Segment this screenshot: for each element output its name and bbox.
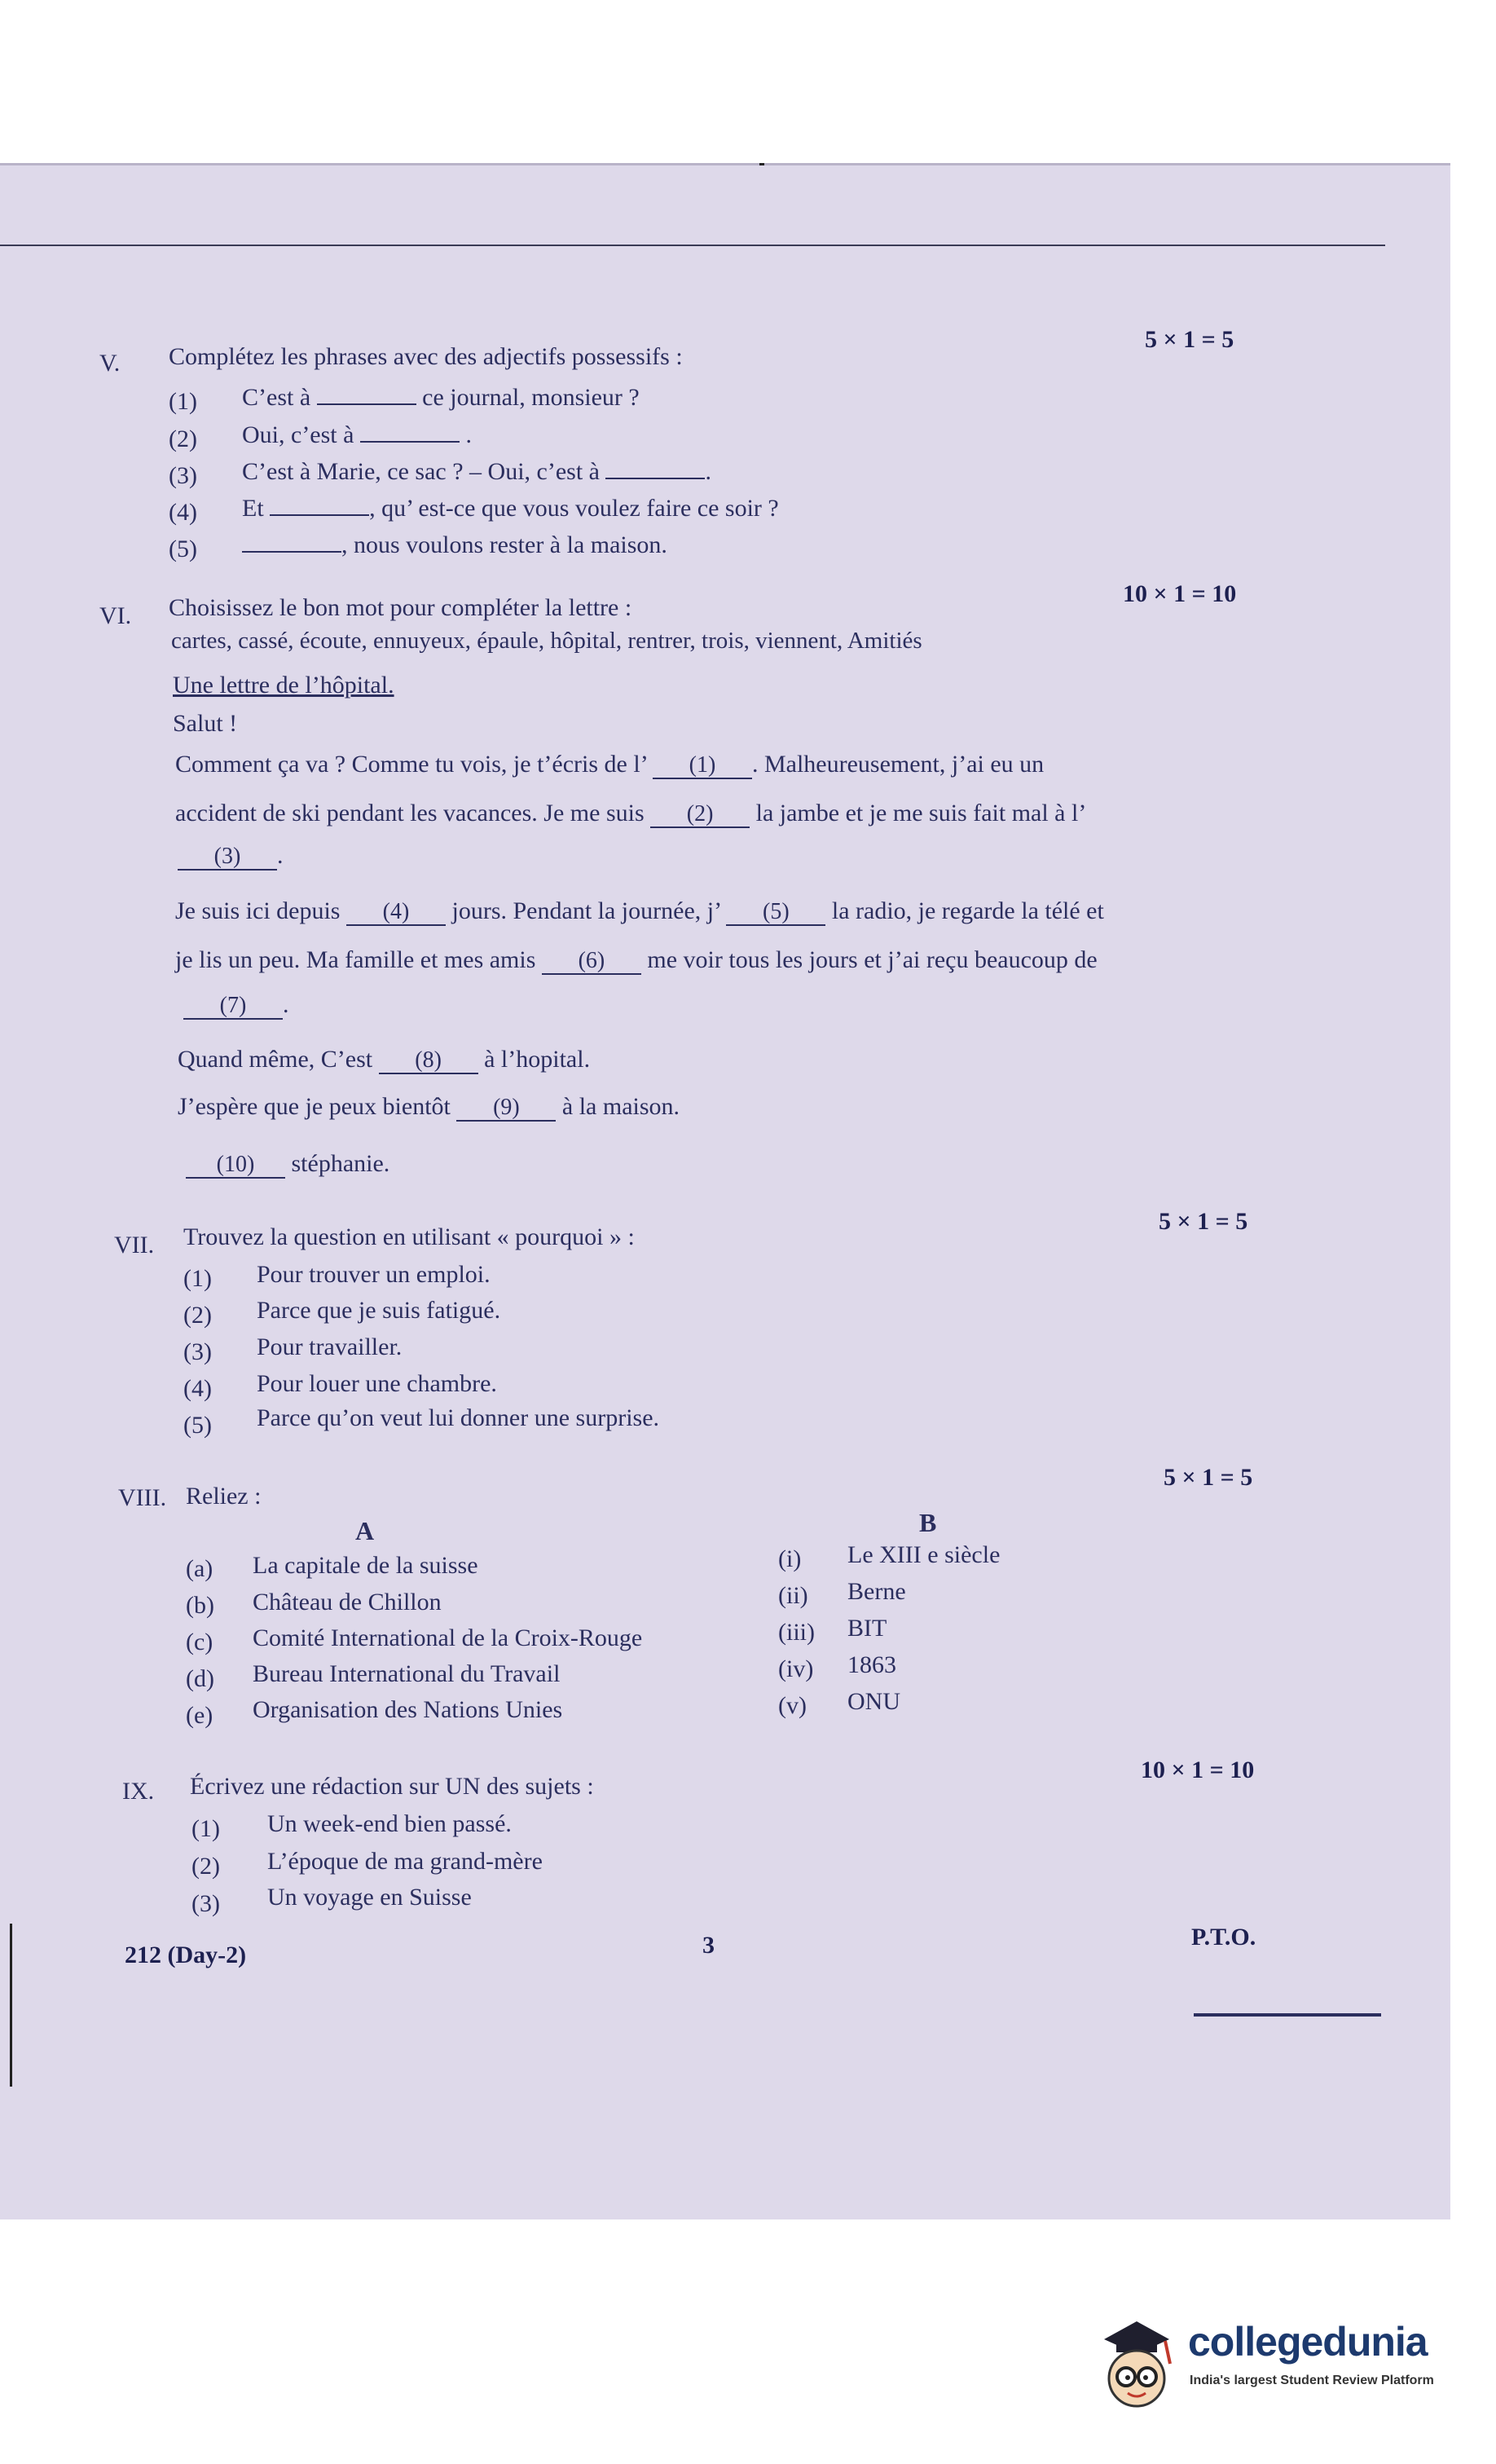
ex7-item-number: (3)	[183, 1338, 212, 1365]
ex7-item-number: (2)	[183, 1302, 212, 1329]
ex5-item-number: (5)	[169, 536, 197, 562]
answer-blank[interactable]: (10)	[186, 1153, 285, 1179]
match-b-item: Le XIII e siècle	[847, 1541, 1001, 1568]
answer-blank[interactable]: (4)	[346, 900, 446, 926]
ex9-item: L’époque de ma grand-mère	[267, 1848, 543, 1875]
ex7-item: Parce qu’on veut lui donner une surprise.	[257, 1404, 660, 1431]
letter-line-5	[178, 1045, 590, 1074]
exercise-6-instruction: Choisissez le bon mot pour compléter la lettre :	[169, 594, 632, 621]
column-a-header: A	[355, 1516, 375, 1545]
ex5-item-text: , qu’ est-ce que vous voulez faire ce soir ?	[369, 495, 779, 522]
exercise-9-marks: 10 × 1 = 10	[1141, 1757, 1255, 1783]
letter-text: . Malheureusement, j’ai eu un	[751, 751, 1045, 778]
ex9-item: Un voyage en Suisse	[267, 1884, 472, 1911]
exercise-7-heading: VII.	[114, 1232, 155, 1258]
ex7-item: Pour louer une chambre.	[257, 1370, 497, 1397]
answer-blank[interactable]: (1)	[653, 753, 752, 779]
letter-salutation: Salut !	[173, 710, 238, 737]
ex9-item-number: (2)	[191, 1853, 220, 1880]
exercise-7-instruction: Trouvez la question en utilisant « pourquoi » :	[183, 1223, 635, 1250]
column-b-header: B	[919, 1508, 937, 1537]
answer-blank[interactable]	[270, 514, 369, 516]
ex5-item-text: Et	[242, 495, 264, 522]
letter-text: la jambe et je me suis fait mal à l’	[755, 800, 1087, 826]
page-rule	[0, 245, 1385, 246]
ex5-item-text: .	[465, 421, 472, 448]
letter-line-1	[175, 750, 1044, 779]
letter-text: Quand même, C’est	[178, 1046, 373, 1073]
match-a-item: Château de Chillon	[253, 1589, 442, 1615]
ex5-item-text: .	[705, 458, 711, 485]
ex5-item-number: (4)	[169, 499, 197, 526]
match-b-item: 1863	[847, 1651, 896, 1678]
ex9-item-number: (1)	[191, 1815, 220, 1842]
letter-line-3	[175, 897, 1104, 926]
letter-text: me voir tous les jours et j’ai reçu beaucoup de	[647, 946, 1098, 973]
ex5-item-number: (2)	[169, 425, 197, 452]
page-number: 3	[702, 1932, 715, 1959]
match-a-item: Bureau International du Travail	[253, 1660, 561, 1687]
letter-text: jours. Pendant la journée, j’	[451, 897, 720, 924]
match-b-number: (i)	[778, 1545, 802, 1572]
answer-blank[interactable]: (2)	[650, 802, 750, 828]
exercise-9-instruction: Écrivez une rédaction sur UN des sujets :	[190, 1773, 594, 1800]
letter-title: Une lettre de l’hôpital.	[173, 672, 394, 699]
letter-text: accident de ski pendant les vacances. Je me suis	[175, 800, 645, 826]
letter-line-6	[178, 1092, 680, 1122]
please-turn-over: P.T.O.	[1191, 1924, 1256, 1950]
ex9-item-number: (3)	[191, 1890, 220, 1917]
exercise-5-marks: 5 × 1 = 5	[1145, 326, 1234, 353]
ex5-item-1	[242, 383, 640, 412]
match-b-item: Berne	[847, 1578, 906, 1605]
ex5-item-3	[242, 457, 711, 487]
match-a-number: (c)	[186, 1629, 213, 1655]
scan-mark	[759, 163, 764, 165]
answer-blank[interactable]: (9)	[456, 1095, 556, 1122]
ex7-item: Pour travailler.	[257, 1333, 403, 1360]
ex7-item-number: (4)	[183, 1375, 212, 1402]
match-b-item: BIT	[847, 1615, 887, 1642]
answer-blank[interactable]	[242, 551, 341, 553]
letter-line-4	[175, 945, 1098, 975]
match-a-number: (e)	[186, 1702, 213, 1729]
letter-line-2b: (3) .	[178, 841, 284, 871]
match-a-item: La capitale de la suisse	[253, 1552, 478, 1579]
ex7-item: Parce que je suis fatigué.	[257, 1297, 501, 1324]
ex9-item: Un week-end bien passé.	[267, 1810, 512, 1837]
match-b-item: ONU	[847, 1688, 900, 1715]
exercise-8-heading: VIII.	[118, 1484, 167, 1511]
answer-blank[interactable]	[317, 403, 416, 405]
letter-text: J’espère que je peux bientôt	[178, 1093, 451, 1120]
exercise-7-marks: 5 × 1 = 5	[1159, 1208, 1248, 1235]
ex5-item-text: Oui, c’est à	[242, 421, 354, 448]
letter-line-7	[186, 1149, 389, 1179]
answer-blank[interactable]: (8)	[379, 1048, 478, 1074]
answer-blank[interactable]: (3)	[178, 844, 277, 871]
exercise-9-heading: IX.	[122, 1778, 155, 1805]
ex5-item-5	[242, 531, 667, 560]
footer-rule	[1194, 2013, 1381, 2017]
match-a-item: Comité International de la Croix-Rouge	[253, 1624, 643, 1651]
ex5-item-text: ce journal, monsieur ?	[422, 384, 640, 411]
exercise-8-instruction: Reliez :	[186, 1483, 262, 1510]
exercise-8-marks: 5 × 1 = 5	[1164, 1464, 1253, 1491]
exercise-6-marks: 10 × 1 = 10	[1123, 580, 1237, 607]
letter-text: je lis un peu. Ma famille et mes amis	[175, 946, 536, 973]
letter-text: stéphanie.	[291, 1150, 390, 1177]
ex5-item-text: C’est à	[242, 384, 311, 411]
match-a-number: (d)	[186, 1665, 214, 1692]
ex7-item: Pour trouver un emploi.	[257, 1261, 491, 1288]
letter-text: à la maison.	[561, 1093, 680, 1120]
letter-text: la radio, je regarde la télé et	[831, 897, 1104, 924]
scan-mark	[10, 1924, 12, 2087]
ex5-item-2	[242, 421, 472, 450]
student-mascot-icon	[1092, 2307, 1181, 2421]
ex5-item-number: (3)	[169, 462, 197, 489]
letter-text: à l’hopital.	[484, 1046, 591, 1073]
paper-code: 212 (Day-2)	[125, 1942, 247, 1968]
match-a-item: Organisation des Nations Unies	[253, 1696, 563, 1723]
scan-margin-top	[0, 0, 1496, 163]
ex7-item-number: (5)	[183, 1412, 212, 1439]
match-b-number: (iii)	[778, 1619, 815, 1646]
match-a-number: (a)	[186, 1555, 213, 1582]
collegedunia-logo[interactable]	[1092, 2307, 1467, 2421]
ex7-item-number: (1)	[183, 1265, 212, 1292]
exercise-6-heading: VI.	[99, 602, 132, 629]
ex5-item-4	[242, 494, 779, 523]
match-a-number: (b)	[186, 1592, 214, 1619]
answer-blank[interactable]	[605, 478, 705, 479]
answer-blank[interactable]: (5)	[726, 900, 825, 926]
letter-line-4b: (7) .	[183, 990, 289, 1020]
match-b-number: (v)	[778, 1692, 807, 1719]
match-b-number: (iv)	[778, 1655, 814, 1682]
answer-blank[interactable]	[360, 441, 460, 443]
brand-name: collegedunia	[1188, 2319, 1428, 2365]
word-list: cartes, cassé, écoute, ennuyeux, épaule, hôpital, rentrer, trois, viennent, Amitiés	[171, 628, 922, 654]
answer-blank[interactable]: (6)	[542, 949, 641, 975]
ex5-item-text: , nous voulons rester à la maison.	[341, 531, 667, 558]
letter-line-2	[175, 799, 1086, 828]
ex5-item-text: C’est à Marie, ce sac ? – Oui, c’est à	[242, 458, 600, 485]
match-b-number: (ii)	[778, 1582, 808, 1609]
letter-text: Comment ça va ? Comme tu vois, je t’écris de l’	[175, 751, 647, 778]
exercise-5-heading: V.	[99, 350, 121, 377]
answer-blank[interactable]: (7)	[183, 994, 283, 1020]
letter-text: Je suis ici depuis	[175, 897, 341, 924]
exercise-5-instruction: Complétez les phrases avec des adjectifs possessifs :	[169, 343, 683, 370]
brand-tagline: India's largest Student Review Platform	[1190, 2374, 1434, 2387]
ex5-item-number: (1)	[169, 388, 197, 415]
